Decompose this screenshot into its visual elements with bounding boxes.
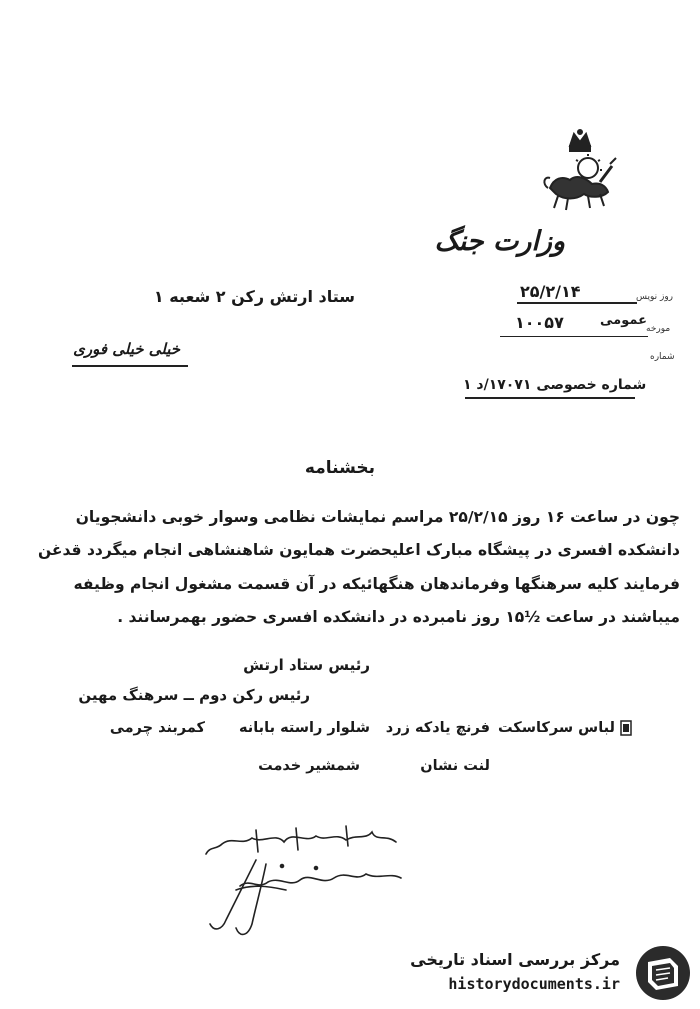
body-line-2: دانشکده افسری در پیشگاه مبارک اعلیحضرت همایون شاهنشاهی انجام میگردد قدغن <box>37 541 680 559</box>
dress-item-jacket: فرنچ یادکه زرد <box>385 720 490 736</box>
date-underline <box>517 302 637 304</box>
classification-label: عمومی <box>600 313 647 328</box>
serial-number: ۱۰۰۵۷ <box>515 313 564 332</box>
dress-item-belt: کمربند چرمی <box>109 720 205 736</box>
archive-url[interactable]: historydocuments.ir <box>448 975 620 993</box>
signature-chief-of-staff: رئیس ستاد ارتش <box>243 656 370 674</box>
date-extra-label: مورخه <box>646 324 671 334</box>
archive-name: مرکز بررسی اسناد تاریخی <box>410 950 620 969</box>
number-label: شماره <box>650 352 675 362</box>
dress-item-trousers: شلوار راسته بابانه <box>239 720 370 736</box>
document-heading: بخشنامه <box>304 458 375 478</box>
body-line-1: چون در ساعت ۱۶ روز ۲۵/۲/۱۵ مراسم نمایشات نظامی وسوار خوبی دانشجویان <box>75 508 680 526</box>
urgency-underline <box>72 365 188 367</box>
handwritten-signature-icon <box>196 820 416 940</box>
lion-and-sun-emblem-icon <box>540 128 620 218</box>
archive-logo-icon <box>634 944 692 1002</box>
ministry-title: وزارت جنگ <box>434 226 565 257</box>
document-number: شماره خصوصی ۱۷۰۷۱/د ۱ <box>463 377 647 393</box>
body-line-3: فرمایند کلیه سرهنگها وفرماندهان هنگهائیکه در آن قسمت مشغول انجام وظیفه <box>73 575 680 593</box>
signature-second-branch: رئیس رکن دوم ــ سرهنگ مهین <box>78 686 310 704</box>
date-label: روز نویس <box>636 292 674 302</box>
sender-hq: ستاد ارتش رکن ۲ شعبه ۱ <box>153 287 355 306</box>
serial-underline <box>500 336 648 337</box>
number-underline <box>465 397 635 399</box>
dress-item-ribbon: لنت نشان <box>420 758 490 774</box>
flag-icon <box>620 720 632 736</box>
dress-item-sword: شمشیر خدمت <box>258 758 360 774</box>
dress-item-helmet: لباس سرکاسکت <box>497 720 615 736</box>
body-line-4: میباشند در ساعت ½۱۵ روز نامبرده در دانشکده افسری حضور بهمرسانند . <box>117 608 680 626</box>
urgency-label: خیلی خیلی فوری <box>73 340 180 358</box>
date-value: ۲۵/۲/۱۴ <box>520 282 581 301</box>
